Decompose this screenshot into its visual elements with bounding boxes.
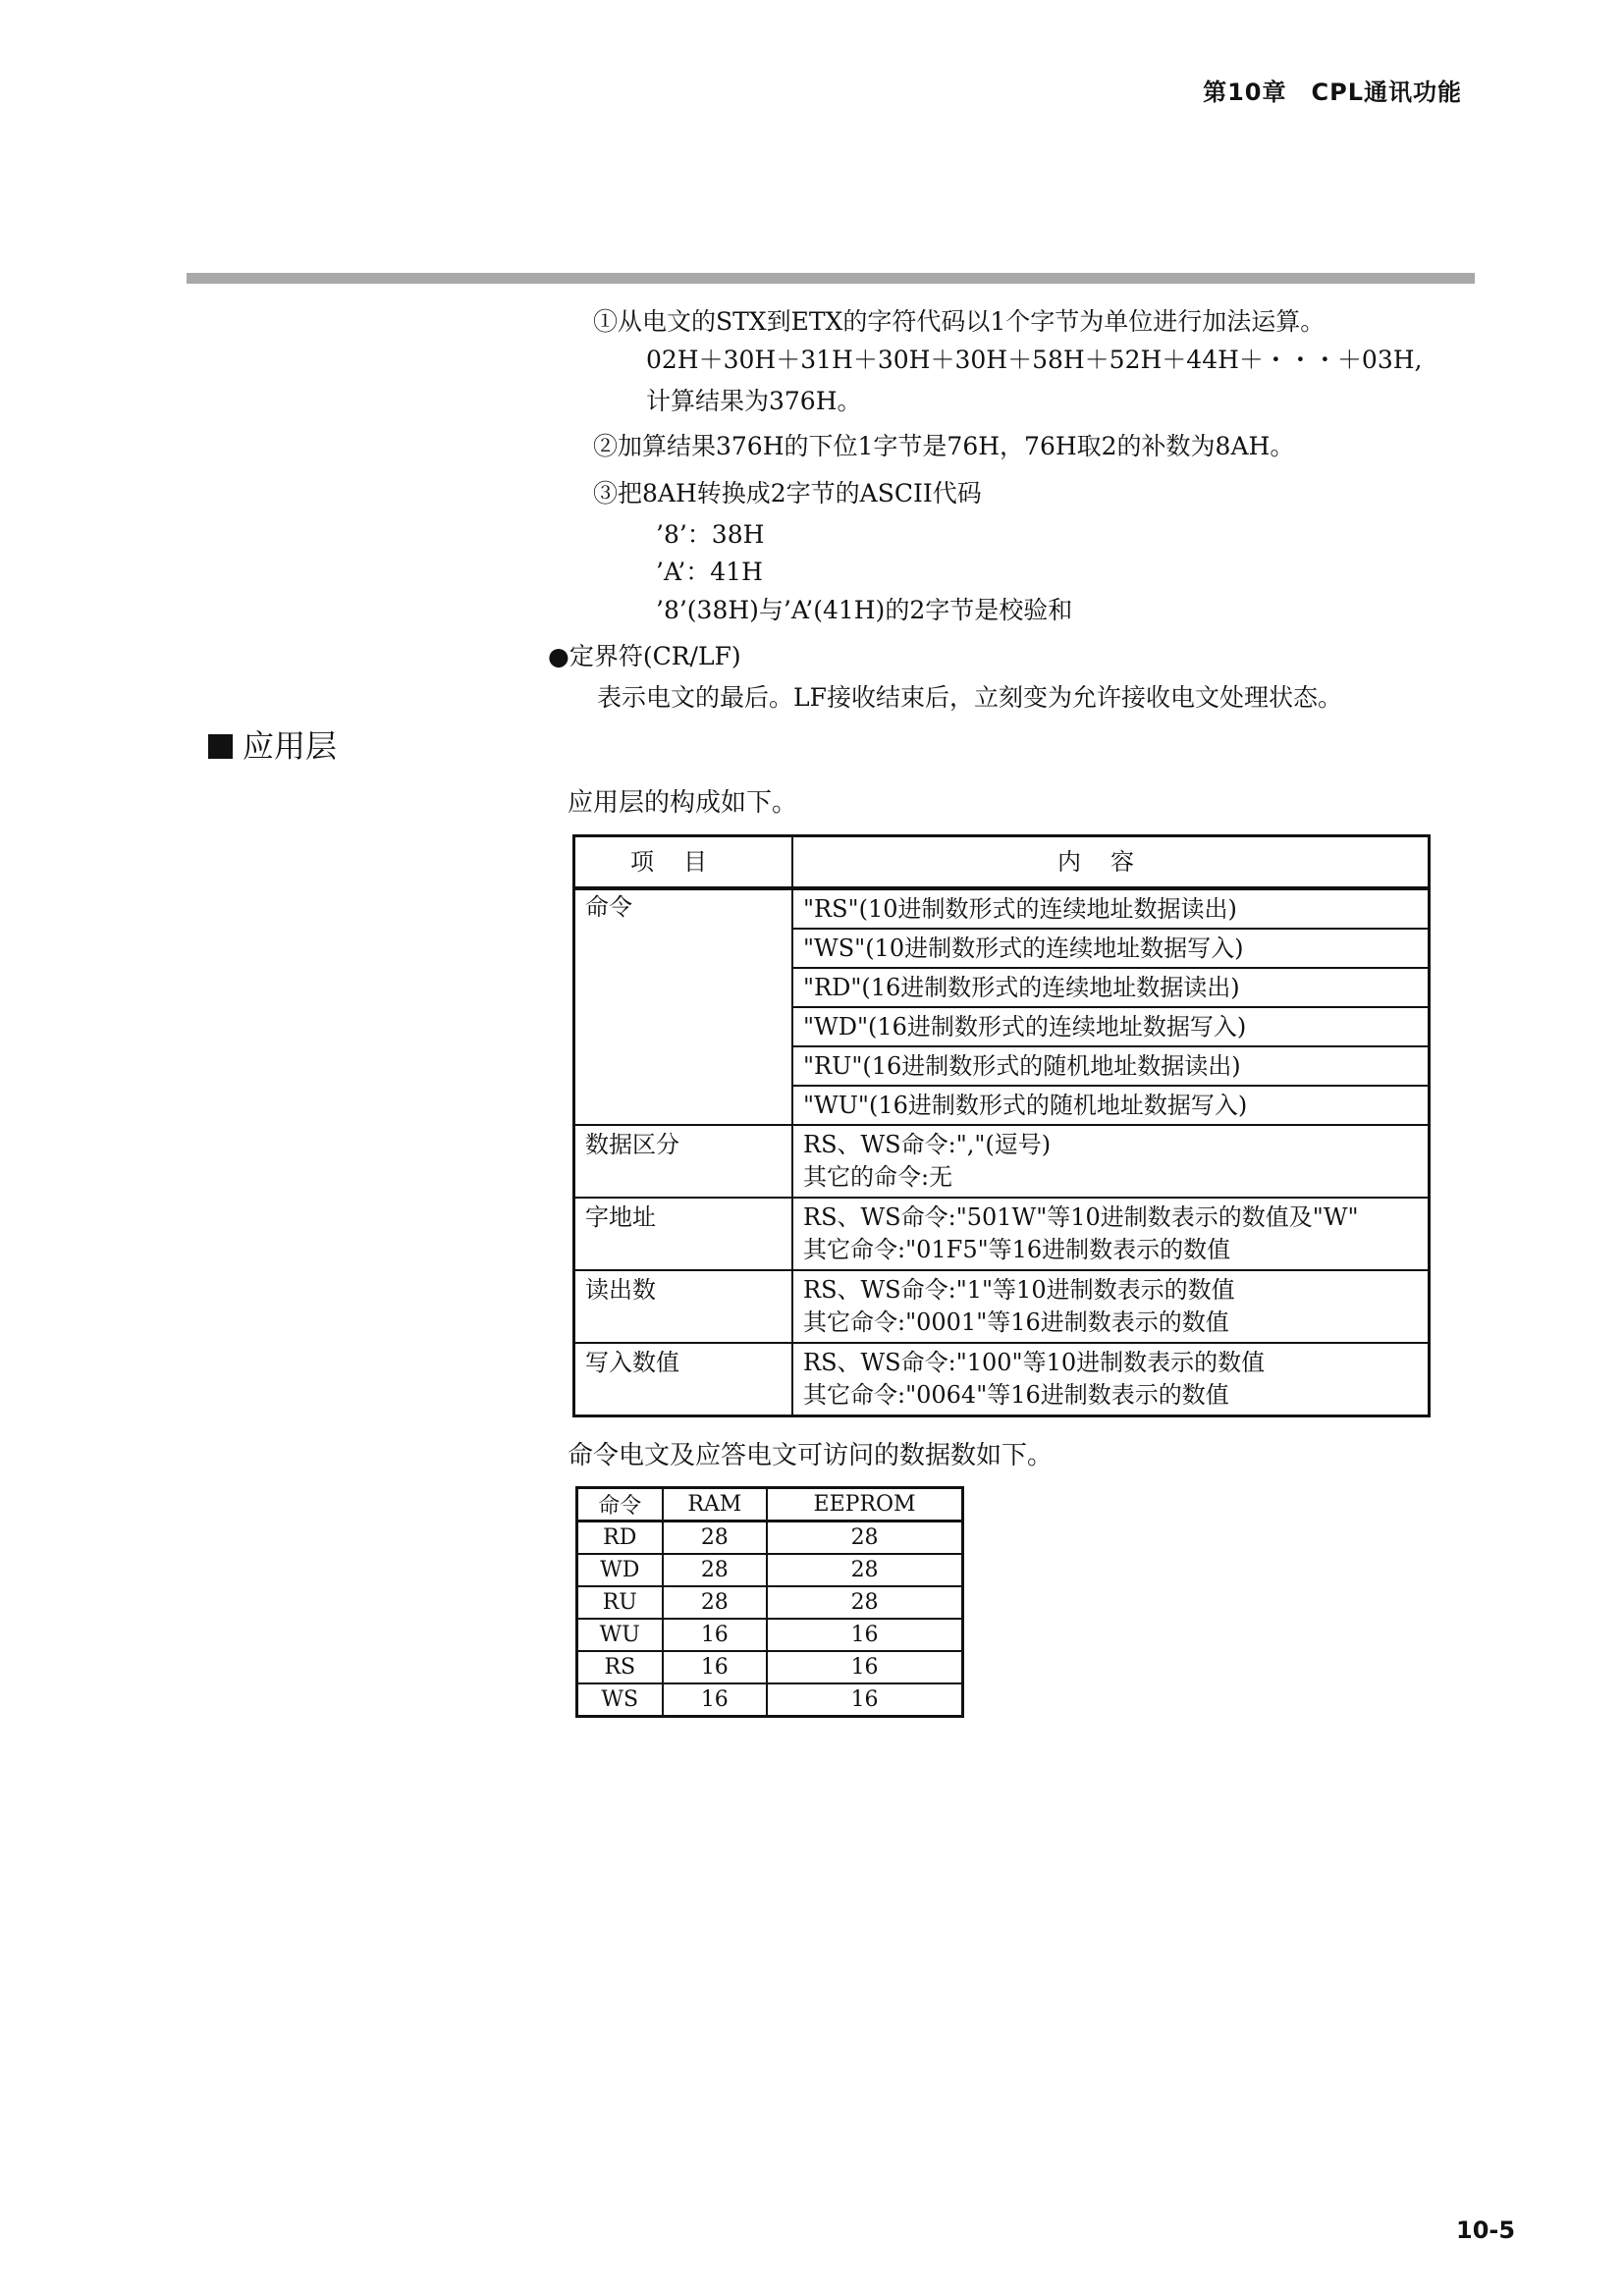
row-item: 字地址: [574, 1198, 793, 1270]
table-row: [577, 1651, 963, 1683]
header-content: 内容: [792, 836, 1430, 889]
section-rule: [187, 273, 1475, 284]
command-wd: "WD"(16进制数形式的连续地址数据写入): [792, 1007, 1430, 1046]
checksum-step3-b: ’A’：41H: [656, 558, 763, 586]
table-row: [574, 1125, 1430, 1198]
delimiter-title: ●定界符(CR/LF): [548, 642, 741, 670]
command-ws: "WS"(10进制数形式的连续地址数据写入): [792, 929, 1430, 968]
cell-ram: 16: [663, 1619, 768, 1651]
row-item: 写入数值: [574, 1343, 793, 1416]
cell-eeprom: 16: [767, 1651, 962, 1683]
command-ru: "RU"(16进制数形式的随机地址数据读出): [792, 1046, 1430, 1086]
cell-command: RD: [577, 1522, 663, 1555]
row-content-line: RS、WS命令:"100"等10进制数表示的数值: [803, 1349, 1266, 1376]
row-content-line: RS、WS命令:"1"等10进制数表示的数值: [803, 1276, 1235, 1304]
intro2-text: 命令电文及应答电文可访问的数据数如下。: [568, 1441, 1054, 1470]
checksum-step1: ①从电文的STX到ETX的字符代码以1个字节为单位进行加法运算。: [593, 307, 1326, 336]
cell-eeprom: 16: [767, 1619, 962, 1651]
cell-command: WD: [577, 1554, 663, 1586]
command-rd: "RD"(16进制数形式的连续地址数据读出): [792, 968, 1430, 1007]
command-wu: "WU"(16进制数形式的随机地址数据写入): [792, 1086, 1430, 1125]
row-content-line: 其它命令:"0064"等16进制数表示的数值: [803, 1381, 1229, 1409]
table-row: [574, 1198, 1430, 1270]
header-item: 项目: [574, 836, 793, 889]
cell-eeprom: 28: [767, 1554, 962, 1586]
row-content-line: RS、WS命令:"501W"等10进制数表示的数值及"W": [803, 1203, 1359, 1231]
checksum-step3-a: ’8’：38H: [656, 520, 765, 549]
table-row: [577, 1619, 963, 1651]
checksum-step2: ②加算结果376H的下位1字节是76H，76H取2的补数为8AH。: [593, 432, 1295, 460]
cell-command: WS: [577, 1683, 663, 1717]
checksum-step1-formula: 02H＋30H＋31H＋30H＋30H＋58H＋52H＋44H＋・・・＋03H,: [646, 346, 1423, 374]
page-number: 10-5: [1456, 2216, 1516, 2244]
checksum-step1-result: 计算结果为376H。: [646, 387, 862, 415]
table-row: [574, 1270, 1430, 1343]
row-content: [792, 1125, 1430, 1198]
cell-ram: 16: [663, 1683, 768, 1717]
cell-command: RS: [577, 1651, 663, 1683]
data-count-table: [575, 1486, 964, 1718]
cell-eeprom: 28: [767, 1586, 962, 1619]
row-content: [792, 1343, 1430, 1416]
delimiter-body: 表示电文的最后。LF接收结束后，立刻变为允许接收电文处理状态。: [597, 683, 1342, 712]
table-header-row: [577, 1488, 963, 1522]
checksum-step3: ③把8AH转换成2字节的ASCII代码: [593, 479, 982, 507]
cell-eeprom: 16: [767, 1683, 962, 1717]
application-layer-table: [572, 834, 1431, 1417]
row-item: 数据区分: [574, 1125, 793, 1198]
table-row: [577, 1586, 963, 1619]
cell-ram: 16: [663, 1651, 768, 1683]
checksum-step3-c: ’8’(38H)与’A’(41H)的2字节是校验和: [656, 596, 1073, 624]
table-row: [577, 1683, 963, 1717]
section-title: 应用层: [243, 727, 338, 765]
table-row: [574, 1343, 1430, 1416]
table-row: [577, 1522, 963, 1555]
row-content-line: RS、WS命令:","(逗号): [803, 1131, 1052, 1158]
square-bullet-icon: [208, 734, 233, 759]
command-rs: "RS"(10进制数形式的连续地址数据读出): [792, 888, 1430, 929]
row-content-line: 其它的命令:无: [803, 1163, 953, 1191]
cell-command: WU: [577, 1619, 663, 1651]
table-header-row: [574, 836, 1430, 889]
table-row: [574, 888, 1430, 929]
cell-command: RU: [577, 1586, 663, 1619]
header-eeprom: EEPROM: [767, 1488, 962, 1522]
row-content: [792, 1198, 1430, 1270]
cell-eeprom: 28: [767, 1522, 962, 1555]
cell-ram: 28: [663, 1522, 768, 1555]
table-row: [577, 1554, 963, 1586]
row-item: 读出数: [574, 1270, 793, 1343]
cell-ram: 28: [663, 1554, 768, 1586]
row-content-line: 其它命令:"01F5"等16进制数表示的数值: [803, 1236, 1231, 1263]
cell-ram: 28: [663, 1586, 768, 1619]
section-heading: [208, 726, 337, 766]
chapter-header: 第10章 CPL通讯功能: [1203, 79, 1462, 106]
row-content-line: 其它命令:"0001"等16进制数表示的数值: [803, 1308, 1229, 1336]
header-ram: RAM: [663, 1488, 768, 1522]
header-command: 命令: [577, 1488, 663, 1522]
command-label: 命令: [574, 888, 793, 1125]
intro-text: 应用层的构成如下。: [568, 788, 798, 818]
row-content: [792, 1270, 1430, 1343]
